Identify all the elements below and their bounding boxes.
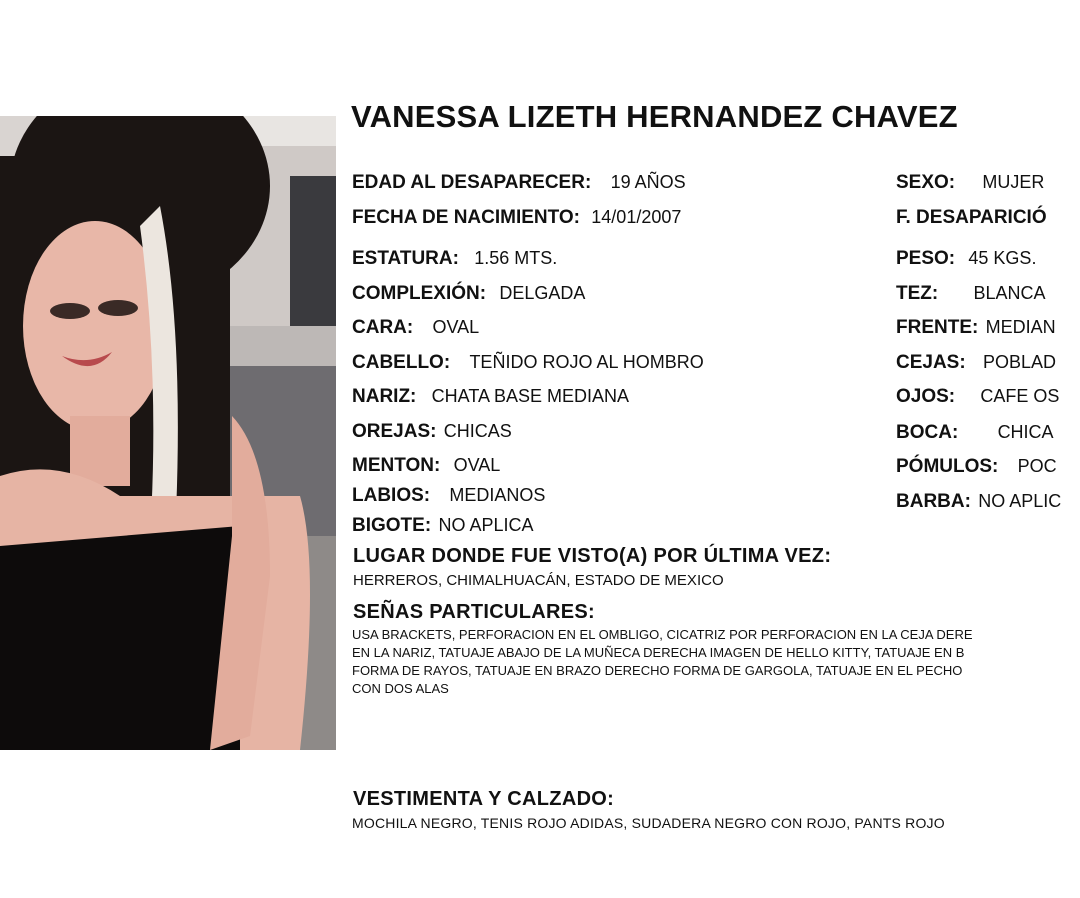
field-value: 14/01/2007 [591, 207, 682, 227]
person-photo [0, 116, 336, 750]
field-label: BOCA: [896, 422, 959, 443]
field-label: NARIZ: [352, 386, 417, 407]
field-value: OVAL [432, 317, 480, 337]
vestimenta-title: VESTIMENTA Y CALZADO: [353, 788, 615, 810]
field-fecha-nacimiento [352, 206, 681, 229]
field-edad [352, 171, 686, 194]
field-ojos [896, 385, 1059, 408]
field-bigote [352, 514, 534, 537]
field-label: CABELLO: [352, 352, 451, 373]
field-value: MEDIAN [985, 317, 1056, 337]
field-value: CHICAS [443, 421, 512, 441]
field-complexion [352, 282, 585, 305]
last-seen-text: HERREROS, CHIMALHUACÁN, ESTADO DE MEXICO [353, 572, 724, 589]
field-label: SEXO: [896, 172, 956, 193]
senas-title: SEÑAS PARTICULARES: [353, 601, 596, 623]
person-name: VANESSA LIZETH HERNANDEZ CHAVEZ [351, 99, 958, 134]
field-value: POC [1017, 456, 1057, 476]
field-tez [896, 282, 1046, 305]
senas-text: USA BRACKETS, PERFORACION EN EL OMBLIGO, CICATRIZ POR PERFORACION EN LA CEJA DERE EN LA NARIZ, TATUAJE ABAJO DE LA MUÑECA DERECHA IMAGEN DE HELLO KITTY, TATUAJE EN B FORMA DE RAYOS, TATUAJE EN BRAZO DERECHO FORMA DE GARGOLA, TATUAJE EN EL PECHO CON DOS ALAS [352, 627, 973, 696]
field-label: LABIOS: [352, 485, 431, 506]
field-orejas [352, 420, 512, 443]
field-value: NO APLIC [978, 491, 1062, 511]
field-label: BIGOTE: [352, 515, 432, 536]
field-value: POBLAD [982, 352, 1056, 372]
field-peso [896, 247, 1036, 270]
field-cabello [352, 351, 704, 374]
person-photo-illustration [0, 116, 336, 750]
field-label: CARA: [352, 317, 414, 338]
field-frente [896, 316, 1056, 339]
field-cara [352, 316, 479, 339]
field-value: MUJER [982, 172, 1045, 192]
field-label: EDAD AL DESAPARECER: [352, 172, 592, 193]
vestimenta-text: MOCHILA NEGRO, TENIS ROJO ADIDAS, SUDADERA NEGRO CON ROJO, PANTS ROJO [352, 815, 945, 831]
field-value: 45 KGS. [968, 248, 1037, 268]
field-value: TEÑIDO ROJO AL HOMBRO [469, 352, 704, 372]
field-estatura [352, 247, 557, 270]
field-boca [896, 421, 1054, 444]
field-label: COMPLEXIÓN: [352, 283, 487, 304]
field-value: 19 AÑOS [610, 172, 686, 192]
field-label: BARBA: [896, 491, 971, 512]
field-value: OVAL [453, 455, 501, 475]
field-cejas [896, 351, 1056, 374]
field-label: CEJAS: [896, 352, 966, 373]
field-label: TEZ: [896, 283, 939, 304]
field-sexo [896, 171, 1044, 194]
field-value: CAFE OS [980, 386, 1060, 406]
field-value: NO APLICA [438, 515, 534, 535]
field-value: CHICA [997, 422, 1054, 442]
field-pomulos [896, 455, 1057, 478]
field-value: MEDIANOS [449, 485, 546, 505]
last-seen-title: LUGAR DONDE FUE VISTO(A) POR ÚLTIMA VEZ: [353, 545, 832, 567]
field-nariz [352, 385, 629, 408]
field-label: OREJAS: [352, 421, 437, 442]
field-menton [352, 454, 500, 477]
field-label: FECHA DE NACIMIENTO: [352, 207, 580, 228]
field-value: CHATA BASE MEDIANA [431, 386, 630, 406]
field-value: BLANCA [973, 283, 1046, 303]
field-label: PESO: [896, 248, 956, 269]
field-label: OJOS: [896, 386, 956, 407]
field-barba [896, 490, 1061, 513]
field-label: ESTATURA: [352, 248, 459, 269]
field-fecha-desaparicion [896, 206, 1047, 229]
field-label: MENTON: [352, 455, 441, 476]
field-labios [352, 484, 545, 507]
field-value: DELGADA [499, 283, 586, 303]
field-label: PÓMULOS: [896, 456, 999, 477]
field-value: 1.56 MTS. [474, 248, 558, 268]
field-label: FRENTE: [896, 317, 979, 338]
field-label: F. DESAPARICIÓ [896, 207, 1047, 228]
